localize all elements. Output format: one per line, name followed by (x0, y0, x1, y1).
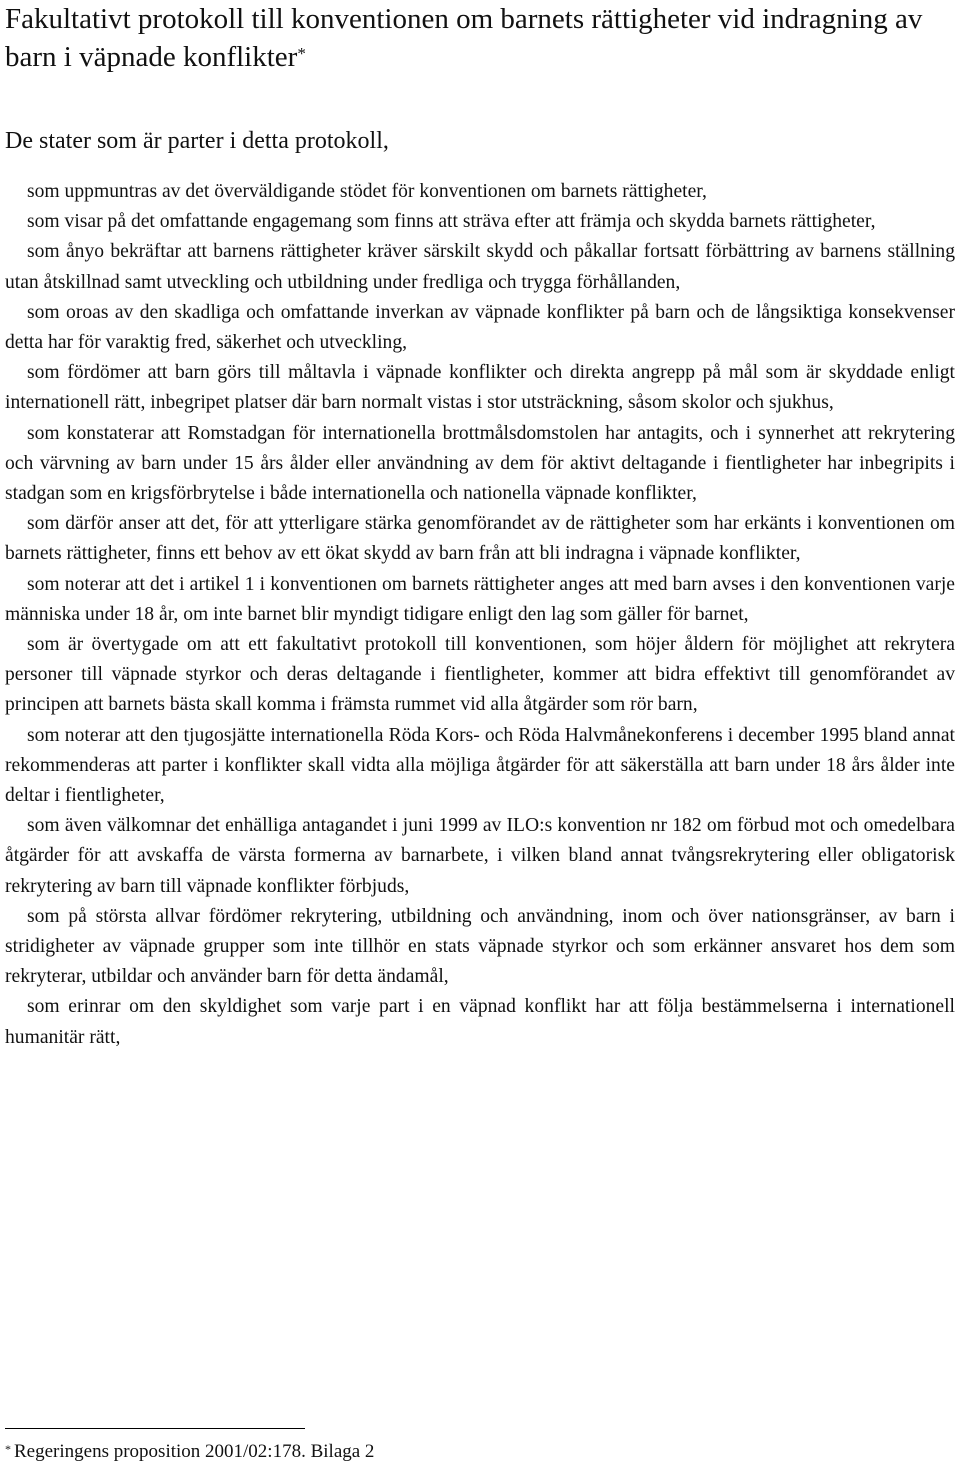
preamble-clause: som är övertygade om att ett fakultativt protokoll till konventionen, som höjer åldern för möjlighet att rekrytera personer till väpnade styrkor och deras deltagande i fientligheter, kommer att bidra effektivt till genomförandet av principen att barnets bästa skall komma i främsta rummet vid alla åtgärder som rör barn, (5, 634, 955, 716)
preamble-clause: som uppmuntras av det överväldigande stödet för konventionen om barnets rättigheter, (27, 181, 707, 202)
title-footnote-marker: * (297, 44, 306, 63)
preamble-clause: som fördömer att barn görs till måltavla i väpnade konflikter och direkta angrepp på mål som är skyddade enligt internationell rätt, inbegripet platser där barn normalt vistas i stor utsträckning, såsom skolor och sjukhus, (5, 362, 955, 414)
footnote (5, 1440, 374, 1464)
document-title (5, 0, 955, 76)
preamble-clause: som oroas av den skadliga och omfattande inverkan av väpnade konflikter på barn och de långsiktiga konsekvenser detta har för varaktig fred, säkerhet och utveckling, (5, 301, 955, 354)
preamble-clause: som noterar att det i artikel 1 i konventionen om barnets rättigheter anges att med barn avses i den konventionen varje människa under 18 år, om inte barnet blir myndigt tidigare enligt den lag som gäller för barnet, (5, 573, 955, 625)
title-text: Fakultativt protokoll till konventionen om barnets rättigheter vid indragning av barn i väpnade konflikter (5, 3, 923, 73)
preamble (5, 177, 955, 1053)
preamble-clause: som visar på det omfattande engagemang som finns att sträva efter att främja och skydda barnets rättigheter, (27, 211, 876, 233)
preamble-clause: som noterar att den tjugosjätte internationella Röda Kors- och Röda Halvmånekonferens i december 1995 bland annat rekommenderas att parter i konflikter skall vidta alla möjliga åtgärder för att säkerställa att barn under 18 års ålder inte deltar i fientligheter, (5, 724, 955, 807)
document-page (5, 0, 955, 1053)
preamble-clause: som erinrar om den skyldighet som varje part i en väpnad konflikt har att följa bestämmelserna i internationell humanitär rätt, (5, 996, 955, 1048)
preamble-clause: som därför anser att det, för att ytterligare stärka genomförandet av de rättigheter som har erkänts i konventionen om barnets rättigheter, finns ett behov av ett ökat skydd av barn från att bli indragna i väpnade konflikter, (5, 513, 955, 565)
preamble-clause: som konstaterar att Romstadgan för internationella brottmålsdomstolen har antagits, och i synnerhet att rekrytering och värvning av barn under 15 års ålder eller användning av dem för aktivt deltagande i fientligheter har inbegripits i stadgan som en krigsförbrytelse i både internationella och nationella väpnade konflikter, (5, 422, 955, 505)
preamble-clause: som även välkomnar det enhälliga antagandet i juni 1999 av ILO:s konvention nr 182 om förbud mot och omedelbara åtgärder för att avskaffa de värsta formerna av barnarbete, i vilken bland annat tvångsrekrytering eller obligatorisk rekrytering av barn till väpnade konflikter förbjuds, (5, 815, 955, 897)
parties-line: De stater som är parter i detta protokoll, (5, 128, 389, 154)
footnote-marker: * (5, 1442, 11, 1456)
footnote-text: Regeringens proposition 2001/02:178. Bilaga 2 (14, 1441, 375, 1462)
preamble-clause: som ånyo bekräftar att barnens rättigheter kräver särskilt skydd och påkallar fortsatt förbättring av barnens ställning utan åtskillnad samt utveckling och utbildning under fredliga och trygga förhållanden, (5, 241, 955, 293)
footnote-divider (5, 1428, 305, 1429)
preamble-clause: som på största allvar fördömer rekrytering, utbildning och användning, inom och över nationsgränser, av barn i stridigheter av väpnade grupper som inte tillhör en stats väpnade styrkor och som erkänner ansvaret hos dem som rekryterar, utbildar och använder barn för detta ändamål, (5, 905, 955, 988)
